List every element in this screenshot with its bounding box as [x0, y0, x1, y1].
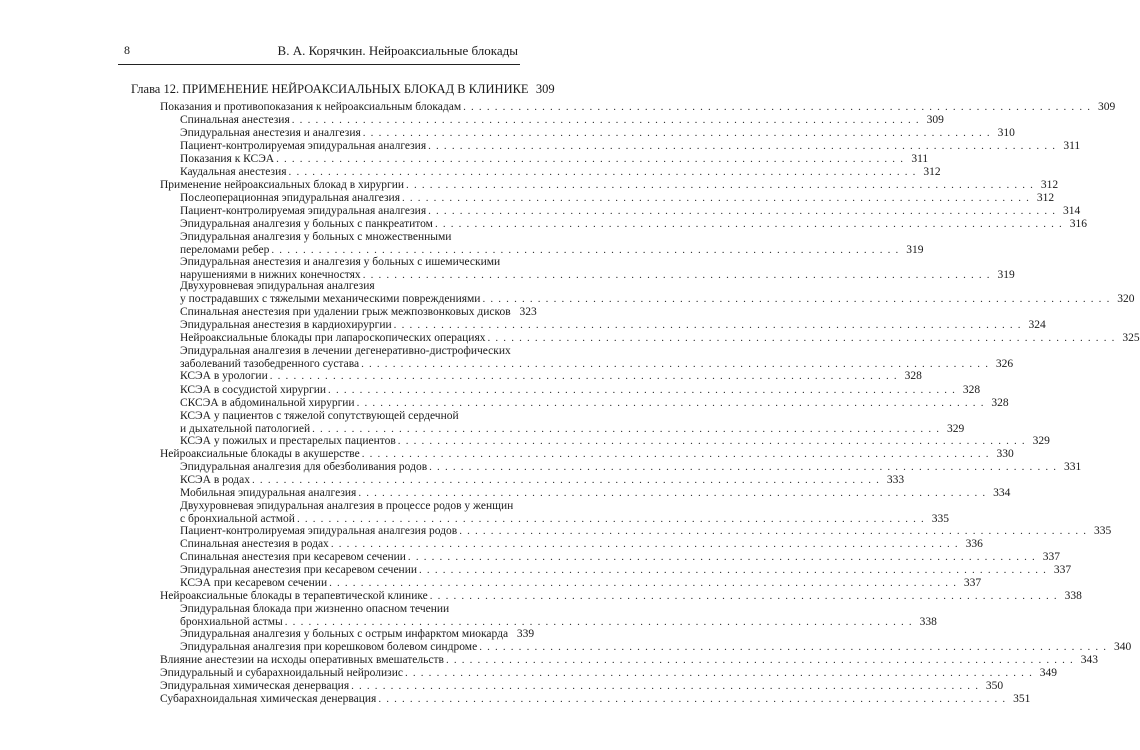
dot-leader: . . . . . . . . . . . . . . . . . . . . . . . . . . . . . . . . . . . . . . . . . . . . . . . . . . . . . . . . . . . . . . . . . . . . . . . . . . . . . . . .: [445, 654, 1075, 666]
dot-leader: . . . . . . . . . . . . . . . . . . . . . . . . . . . . . . . . . . . . . . . . . . . . . . . . . . . . . . . . . . . . . . . . . . . . . . . . . . . . . . . .: [296, 513, 925, 525]
toc-page-number: 319: [997, 269, 1015, 281]
toc-page-number: 333: [886, 474, 905, 486]
toc-entry-row: [180, 218, 1088, 231]
toc-page-number: 328: [904, 370, 922, 382]
toc-page-number: 349: [1039, 667, 1058, 679]
toc-entry-row: [180, 319, 1046, 332]
toc-entry-row: [160, 680, 1004, 693]
toc-page-number: 312: [1036, 192, 1055, 204]
toc-entry-row: [180, 641, 1132, 654]
toc-entry-text: у пострадавших с тяжелыми механическими повреждениями: [180, 293, 481, 305]
toc-entry-row: [180, 487, 1011, 500]
toc-entry-text: Пациент-контролируемая эпидуральная аналгезия: [180, 140, 427, 152]
dot-leader: . . . . . . . . . . . . . . . . . . . . . . . . . . . . . . . . . . . . . . . . . . . . . . . . . . . . . . . . . . . . . . . . . . . . . . . . . . . . . . . .: [356, 397, 985, 409]
toc-page-number: 328: [962, 384, 981, 396]
toc-entry-row: [180, 192, 1055, 205]
dot-leader: . . . . . . . . . . . . . . . . . . . . . . . . . . . . . . . . . . . . . . . . . . . . . . . . . . . . . . . . . . . . . . . . . . . . . . . . . . . . . . . .: [429, 590, 1058, 602]
toc-entry-row: [180, 435, 1050, 448]
dot-leader: . . . . . . . . . . . . . . . . . . . . . . . . . . . . . . . . . . . . . . . . . . . . . . . . . . . . . . . . . . . . . . . . . . . . . . . . . . . . . . . .: [288, 166, 917, 178]
toc-page-number: 309: [1097, 101, 1116, 113]
toc-entry-row: [180, 370, 922, 383]
dot-leader: . . . . . . . . . . . . . . . . . . . . . . . . . . . . . . . . . . . . . . . . . . . . . . . . . . . . . . . . . . . . . . . . . . . . . . . . . . . . . . . .: [276, 153, 905, 165]
dot-leader: . . . . . . . . . . . . . . . . . . . . . . . . . . . . . . . . . . . . . . . . . . . . . . . . . . . . . . . . . . . . . . . . . . . . . . . . . . . . . . . .: [459, 525, 1088, 537]
toc-entry-text: Применение нейроаксиальных блокад в хирургии: [160, 179, 405, 191]
toc-entry-row: [160, 590, 1082, 603]
toc-entry-text: Показания к КСЭА: [180, 153, 275, 165]
toc-entry-text: Эпидуральная аналгезия в лечении дегенеративно-дистрофических: [180, 345, 511, 357]
toc-entry-row: [131, 82, 555, 96]
toc-entry-text: Эпидуральный и субарахноидальный нейролизис: [160, 667, 403, 679]
toc-entry-row: [180, 461, 1082, 474]
toc-entry-row: [180, 628, 535, 641]
toc-entry-text: Двухуровневая эпидуральная аналгезия в процессе родов у женщин: [180, 500, 514, 512]
toc-entry-text: Пациент-контролируемая эпидуральная аналгезия родов: [180, 525, 458, 537]
toc-entry-text: Показания и противопоказания к нейроаксиальным блокадам: [160, 101, 462, 113]
toc-entry-row: [180, 564, 1072, 577]
toc-entry-text: Нейроаксиальные блокады при лапароскопических операциях: [180, 332, 486, 344]
toc-entry-row: [180, 525, 1112, 538]
toc-entry-text: КСЭА в сосудистой хирургии: [180, 384, 327, 396]
dot-leader: . . . . . . . . . . . . . . . . . . . . . . . . . . . . . . . . . . . . . . . . . . . . . . . . . . . . . . . . . . . . . . . . . . . . . . . . . . . . . . . .: [358, 487, 987, 499]
dot-leader: . . . . . . . . . . . . . . . . . . . . . . . . . . . . . . . . . . . . . . . . . . . . . . . . . . . . . . . . . . . . . . . . . . . . . . . . . . . . . . . .: [404, 667, 1034, 679]
toc-entry-row: [180, 140, 1081, 153]
toc-entry-text: Эпидуральная анестезия и аналгезия у больных с ишемическими: [180, 256, 501, 268]
toc-entry-row: [180, 127, 1015, 140]
dot-leader: . . . . . . . . . . . . . . . . . . . . . . . . . . . . . . . . . . . . . . . . . . . . . . . . . . . . . . . . . . . . . . . . . . . . . . . . . . . . . . . .: [362, 269, 991, 281]
toc-page-number: 329: [946, 423, 965, 435]
toc-page-number: 312: [1040, 179, 1059, 191]
toc-entry-text: СКСЭА в абдоминальной хирургии: [180, 397, 355, 409]
toc-entry-text: Каудальная анестезия: [180, 166, 287, 178]
toc-entry-text: КСЭА у пациентов с тяжелой сопутствующей сердечной: [180, 410, 459, 422]
toc-page-number: 316: [1069, 218, 1088, 230]
running-title: В. А. Корячкин. Нейроаксиальные блокады: [277, 43, 518, 58]
toc-entry-row: [180, 577, 982, 590]
toc-page-number: 324: [1028, 319, 1046, 331]
dot-leader: . . . . . . . . . . . . . . . . . . . . . . . . . . . . . . . . . . . . . . . . . . . . . . . . . . . . . . . . . . . . . . . . . . . . . . . . . . . . . . . .: [393, 319, 1022, 331]
toc-entry-row: [160, 179, 1059, 192]
toc-page-number: 334: [993, 487, 1011, 499]
toc-entry-text: Эпидуральная аналгезия у больных с панкреатитом: [180, 218, 433, 230]
dot-leader: . . . . . . . . . . . . . . . . . . . . . . . . . . . . . . . . . . . . . . . . . . . . . . . . . . . . . . . . . . . . . . . . . . . . . . . . . . . . . . . .: [463, 101, 1092, 113]
toc-page-number: 335: [1094, 525, 1112, 537]
toc-page-number: 337: [1053, 564, 1072, 576]
toc-page-number: 350: [985, 680, 1004, 692]
dot-leader: . . . . . . . . . . . . . . . . . . . . . . . . . . . . . . . . . . . . . . . . . . . . . . . . . . . . . . . . . . . . . . . . . . . . . . . . . . . . . . . .: [397, 435, 1026, 447]
toc-page-number: 326: [995, 358, 1014, 370]
toc-entry-row: [180, 474, 905, 487]
toc-page-number: 323: [519, 306, 537, 318]
dot-leader: . . . . . . . . . . . . . . . . . . . . . . . . . . . . . . . . . . . . . . . . . . . . . . . . . . . . . . . . . . . . . . . . . . . . . . . . . . . . . . . .: [329, 577, 958, 589]
toc-entry-row: [180, 306, 537, 319]
toc-entry-text: Субарахноидальная химическая денервация: [160, 693, 377, 705]
toc-entry-text: Двухуровневая эпидуральная аналгезия: [180, 280, 375, 292]
toc-page-number: 351: [1013, 693, 1031, 705]
toc-entry-text: Эпидуральная аналгезия у больных с множественными: [180, 231, 452, 243]
dot-leader: . . . . . . . . . . . . . . . . . . . . . . . . . . . . . . . . . . . . . . . . . . . . . . . . . . . . . . . . . . . . . . . . . . . . . . . . . . . . . . . .: [271, 244, 900, 256]
toc-page-number: 340: [1114, 641, 1132, 653]
toc-entry-text: Нейроаксиальные блокады в терапевтической клинике: [160, 590, 428, 602]
dot-leader: . . . . . . . . . . . . . . . . . . . . . . . . . . . . . . . . . . . . . . . . . . . . . . . . . . . . . . . . . . . . . . . . . . . . . . . . . . . . . . . .: [402, 192, 1031, 204]
toc-entry-text: Влияние анестезии на исходы оперативных вмешательств: [160, 654, 444, 666]
toc-entry-row: [180, 153, 929, 166]
toc-page-number: 330: [996, 448, 1014, 460]
toc-entry-text: КСЭА в урологии: [180, 370, 268, 382]
toc-page-number: 337: [963, 577, 982, 589]
toc-page-number: 343: [1080, 654, 1099, 666]
toc-entry-row: [180, 205, 1081, 218]
toc-entry-text: Эпидуральная аналгезия у больных с острым инфарктом миокарда: [180, 628, 509, 640]
toc-page-number: 337: [1042, 551, 1060, 563]
dot-leader: . . . . . . . . . . . . . . . . . . . . . . . . . . . . . . . . . . . . . . . . . . . . . . . . . . . . . . . . . . . . . . . . . . . . . . . . . . . . . . . .: [361, 448, 990, 460]
dot-leader: . . . . . . . . . . . . . . . . . . . . . . . . . . . . . . . . . . . . . . . . . . . . . . . . . . . . . . . . . . . . . . . . . . . . . . . . . . . . . . . .: [312, 423, 941, 435]
toc-page-number: 311: [1063, 140, 1081, 152]
dot-leader: . . . . . . . . . . . . . . . . . . . . . . . . . . . . . . . . . . . . . . . . . . . . . . . . . . . . . . . . . . . . . . . . . . . . . . . . . . . . . . . .: [361, 358, 990, 370]
toc-page-number: 331: [1063, 461, 1082, 473]
dot-leader: . . . . . . . . . . . . . . . . . . . . . . . . . . . . . . . . . . . . . . . . . . . . . . . . . . . . . . . . . . . . . . . . . . . . . . . . . . . . . . . .: [291, 114, 920, 126]
toc-entry-text: Спинальная анестезия: [180, 114, 290, 126]
dot-leader: . . . . . . . . . . . . . . . . . . . . . . . . . . . . . . . . . . . . . . . . . . . . . . . . . . . . . . . . . . . . . . . . . . . . . . . . . . . . . . . .: [284, 616, 913, 628]
toc-entry-row: [180, 397, 1009, 410]
dot-leader: . . . . . . . . . . . . . . . . . . . . . . . . . . . . . . . . . . . . . . . . . . . . . . . . . . . . . . . . . . . . . . . . . . . . . . . . . . . . . . . .: [428, 205, 1057, 217]
toc-page-number: 311: [911, 153, 929, 165]
toc-page-number: 309: [535, 82, 555, 96]
toc-entry-text: Послеоперационная эпидуральная аналгезия: [180, 192, 400, 204]
toc-page-number: 328: [991, 397, 1009, 409]
toc-page-number: 309: [926, 114, 944, 126]
toc-entry-text: нарушениями в нижних конечностях: [180, 269, 361, 281]
dot-leader: . . . . . . . . . . . . . . . . . . . . . . . . . . . . . . . . . . . . . . . . . . . . . . . . . . . . . . . . . . . . . . . . . . . . . . . . . . . . . . . .: [428, 140, 1057, 152]
toc-entry-text: с бронхиальной астмой: [180, 513, 295, 525]
toc-entry-text: Эпидуральная анестезия в кардиохирургии: [180, 319, 392, 331]
dot-leader: . . . . . . . . . . . . . . . . . . . . . . . . . . . . . . . . . . . . . . . . . . . . . . . . . . . . . . . . . . . . . . . . . . . . . . . . . . . . . . . .: [406, 179, 1035, 191]
toc-entry-row: [160, 101, 1116, 114]
toc-entry-text: Мобильная эпидуральная аналгезия: [180, 487, 357, 499]
toc-entry-text: Эпидуральная анестезия и аналгезия: [180, 127, 361, 139]
page-number: 8: [124, 43, 130, 57]
dot-leader: . . . . . . . . . . . . . . . . . . . . . . . . . . . . . . . . . . . . . . . . . . . . . . . . . . . . . . . . . . . . . . . . . . . . . . . . . . . . . . . .: [479, 641, 1108, 653]
toc-entry-text: Нейроаксиальные блокады в акушерстве: [160, 448, 360, 460]
toc-entry-text: Эпидуральная аналгезия для обезболивания родов: [180, 461, 428, 473]
toc-entry-text: Пациент-контролируемая эпидуральная аналгезия: [180, 205, 427, 217]
dot-leader: . . . . . . . . . . . . . . . . . . . . . . . . . . . . . . . . . . . . . . . . . . . . . . . . . . . . . . . . . . . . . . . . . . . . . . . . . . . . . . . .: [328, 384, 957, 396]
toc-entry-text: Спинальная анестезия при кесаревом сечении: [180, 551, 406, 563]
toc-page-number: 320: [1117, 293, 1135, 305]
toc-page-number: 335: [931, 513, 949, 525]
toc-entry-row: [160, 667, 1058, 680]
toc-entry-text: КСЭА в родах: [180, 474, 251, 486]
toc-entry-row: [180, 166, 941, 179]
toc-entry-text: Спинальная анестезия в родах: [180, 538, 329, 550]
toc-page-number: 339: [516, 628, 535, 640]
toc-entry-text: Спинальная анестезия при удалении грыж межпозвонковых дисков: [180, 306, 511, 318]
toc-entry-row: [180, 384, 981, 397]
toc-page-number: 310: [997, 127, 1015, 139]
toc-page-number: 325: [1122, 332, 1140, 344]
toc-entry-row: [180, 538, 983, 551]
toc-entry-row: [180, 551, 1060, 564]
toc-entry-text: Эпидуральная блокада при жизненно опасном течении: [180, 603, 450, 615]
toc-entry-text: Эпидуральная аналгезия при корешковом болевом синдроме: [180, 641, 478, 653]
dot-leader: . . . . . . . . . . . . . . . . . . . . . . . . . . . . . . . . . . . . . . . . . . . . . . . . . . . . . . . . . . . . . . . . . . . . . . . . . . . . . . . .: [269, 370, 898, 382]
toc-entry-text: КСЭА при кесаревом сечении: [180, 577, 328, 589]
dot-leader: . . . . . . . . . . . . . . . . . . . . . . . . . . . . . . . . . . . . . . . . . . . . . . . . . . . . . . . . . . . . . . . . . . . . . . . . . . . . . . . .: [351, 680, 980, 692]
dot-leader: . . . . . . . . . . . . . . . . . . . . . . . . . . . . . . . . . . . . . . . . . . . . . . . . . . . . . . . . . . . . . . . . . . . . . . . . . . . . . . . .: [482, 293, 1111, 305]
toc-entry-row: [180, 293, 1135, 306]
dot-leader: . . . . . . . . . . . . . . . . . . . . . . . . . . . . . . . . . . . . . . . . . . . . . . . . . . . . . . . . . . . . . . . . . . . . . . . . . . . . . . . .: [362, 127, 991, 139]
toc-entry-row: [160, 448, 1014, 461]
dot-leader: . . . . . . . . . . . . . . . . . . . . . . . . . . . . . . . . . . . . . . . . . . . . . . . . . . . . . . . . . . . . . . . . . . . . . . . . . . . . . . . .: [429, 461, 1058, 473]
dot-leader: . . . . . . . . . . . . . . . . . . . . . . . . . . . . . . . . . . . . . . . . . . . . . . . . . . . . . . . . . . . . . . . . . . . . . . . . . . . . . . . .: [378, 693, 1007, 705]
toc-page-number: 329: [1032, 435, 1050, 447]
toc-entry-text: Глава 12. ПРИМЕНЕНИЕ НЕЙРОАКСИАЛЬНЫХ БЛОКАД В КЛИНИКЕ: [131, 82, 529, 96]
dot-leader: . . . . . . . . . . . . . . . . . . . . . . . . . . . . . . . . . . . . . . . . . . . . . . . . . . . . . . . . . . . . . . . . . . . . . . . . . . . . . . . .: [252, 474, 881, 486]
toc-page-number: 319: [906, 244, 924, 256]
toc-entry-row: [180, 114, 944, 127]
toc-entry-text: Эпидуральная химическая денервация: [160, 680, 350, 692]
toc-page-number: 338: [1064, 590, 1082, 602]
dot-leader: . . . . . . . . . . . . . . . . . . . . . . . . . . . . . . . . . . . . . . . . . . . . . . . . . . . . . . . . . . . . . . . . . . . . . . . . . . . . . . . .: [487, 332, 1116, 344]
dot-leader: . . . . . . . . . . . . . . . . . . . . . . . . . . . . . . . . . . . . . . . . . . . . . . . . . . . . . . . . . . . . . . . . . . . . . . . . . . . . . . . .: [407, 551, 1036, 563]
toc-page-number: 314: [1062, 205, 1081, 217]
toc-entry-text: КСЭА у пожилых и престарелых пациентов: [180, 435, 396, 447]
toc-page-number: 336: [965, 538, 983, 550]
dot-leader: . . . . . . . . . . . . . . . . . . . . . . . . . . . . . . . . . . . . . . . . . . . . . . . . . . . . . . . . . . . . . . . . . . . . . . . . . . . . . . . .: [330, 538, 959, 550]
toc-entry-text: переломами ребер: [180, 244, 270, 256]
toc-page-number: 312: [923, 166, 941, 178]
dot-leader: . . . . . . . . . . . . . . . . . . . . . . . . . . . . . . . . . . . . . . . . . . . . . . . . . . . . . . . . . . . . . . . . . . . . . . . . . . . . . . . .: [419, 564, 1048, 576]
toc-entry-text: и дыхательной патологией: [180, 423, 311, 435]
toc-page-number: 338: [919, 616, 937, 628]
toc-entry-row: [180, 332, 1140, 345]
toc-entry-row: [160, 693, 1031, 706]
toc-entry-row: [160, 654, 1099, 667]
toc-entry-text: бронхиальной астмы: [180, 616, 283, 628]
toc-entry-text: Эпидуральная анестезия при кесаревом сечении: [180, 564, 418, 576]
toc-entry-text: заболеваний тазобедренного сустава: [180, 358, 360, 370]
dot-leader: . . . . . . . . . . . . . . . . . . . . . . . . . . . . . . . . . . . . . . . . . . . . . . . . . . . . . . . . . . . . . . . . . . . . . . . . . . . . . . . .: [434, 218, 1064, 230]
